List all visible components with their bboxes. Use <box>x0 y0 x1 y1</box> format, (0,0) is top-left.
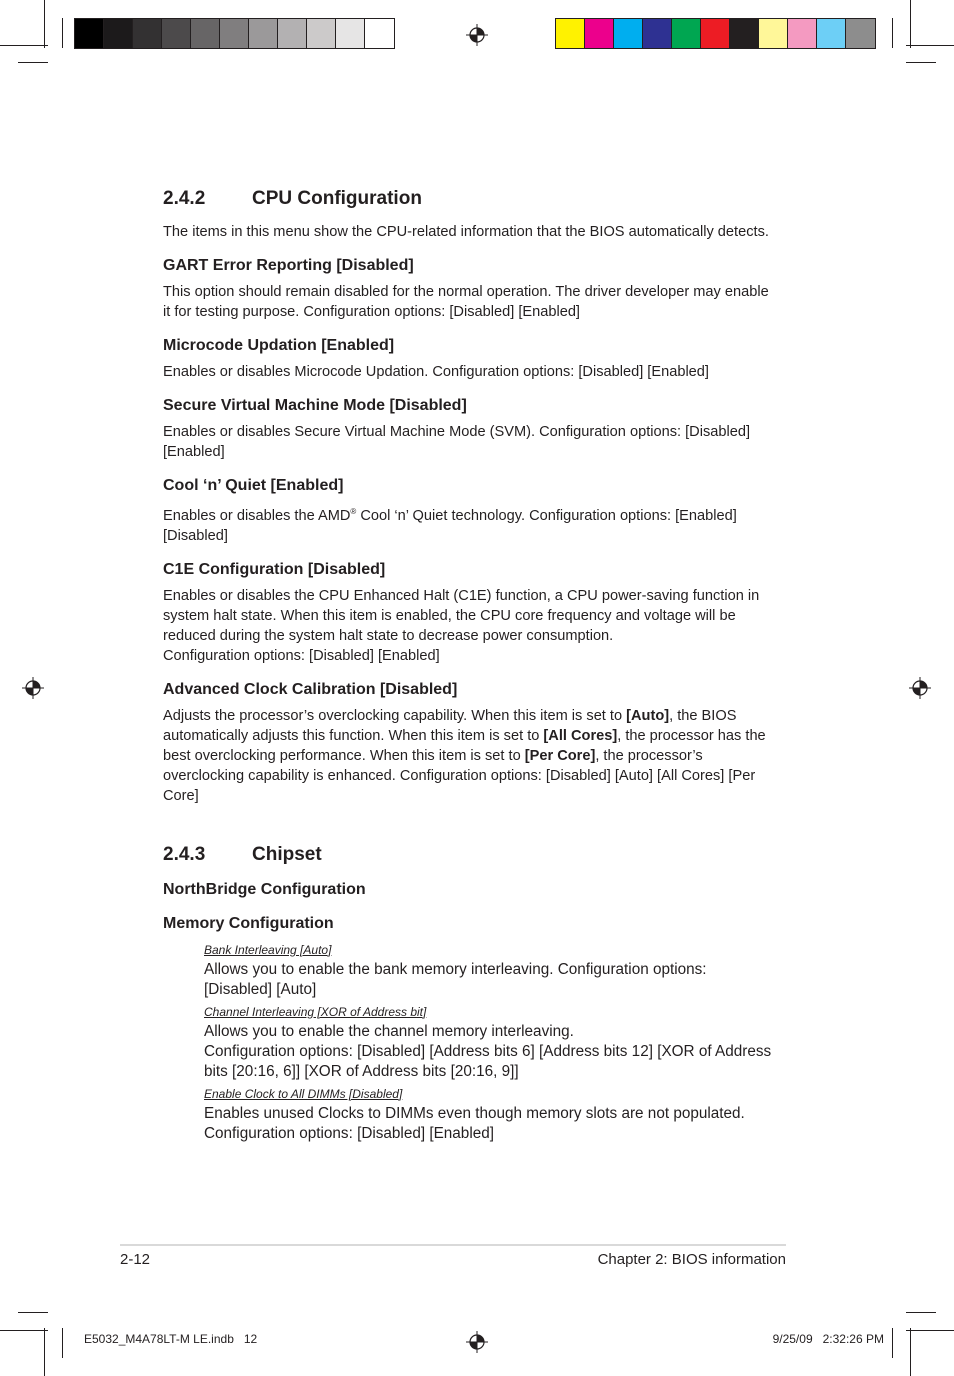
crop-mark <box>910 1328 911 1376</box>
process-color-bar <box>555 18 876 49</box>
crop-mark <box>0 1330 48 1331</box>
crop-mark <box>892 18 893 48</box>
item-heading-gart: GART Error Reporting [Disabled] <box>163 257 414 274</box>
subitem-text: Allows you to enable the channel memory interleaving. <box>204 1022 574 1040</box>
item-heading-svm: Secure Virtual Machine Mode [Disabled] <box>163 397 467 414</box>
text-part: , the processor has the best overclocking performance. When this item is set to <box>163 727 766 764</box>
crop-mark <box>18 1312 48 1313</box>
item-heading-acc: Advanced Clock Calibration [Disabled] <box>163 680 458 698</box>
color-swatch <box>191 19 220 48</box>
text-part: , the BIOS automatically adjusts this function. When this item is set to <box>163 707 737 744</box>
subitem-text: Enables unused Clocks to DIMMs even though memory slots are not populated. <box>204 1104 745 1122</box>
section-heading-cpu <box>163 186 773 212</box>
section-intro: The items in this menu show the CPU-related information that the BIOS automatically detects. <box>163 224 769 240</box>
subitem-label: Channel Interleaving [XOR of Address bit] <box>204 1004 427 1019</box>
color-swatch <box>846 19 875 48</box>
section-title: CPU Configuration <box>252 188 422 209</box>
crop-mark <box>906 62 936 63</box>
crop-mark <box>892 1328 893 1358</box>
section-number: 2.4.2 <box>163 188 206 209</box>
option-per-core: [Per Core] <box>524 747 596 764</box>
color-swatch <box>643 19 672 48</box>
color-swatch <box>278 19 307 48</box>
color-swatch <box>788 19 817 48</box>
color-swatch <box>75 19 104 48</box>
item-text-acc <box>163 706 773 806</box>
item-heading-c1e: C1E Configuration [Disabled] <box>163 560 386 578</box>
color-swatch <box>701 19 730 48</box>
crop-mark <box>44 0 45 48</box>
subitem-text: Configuration options: [Disabled] [Address bits 6] [Address bits 12] [XOR of Address bits [20:16, 6]] [XOR of Address bits [20:16, 9]] <box>204 1042 772 1080</box>
memory-heading: Memory Configuration <box>163 914 334 932</box>
subitem-label: Enable Clock to All DIMMs [Disabled] <box>204 1086 403 1101</box>
option-auto: [Auto] <box>626 707 670 724</box>
color-swatch <box>365 19 394 48</box>
text-part: Cool ‘n’ Quiet technology. Configuration options: [Enabled] [Disabled] <box>163 507 737 544</box>
item-heading-cool-n-quiet: Cool ‘n’ Quiet [Enabled] <box>163 477 344 494</box>
subitem-label: Bank Interleaving [Auto] <box>204 942 332 957</box>
color-swatch <box>730 19 759 48</box>
subitem-text: Configuration options: [Disabled] [Enabled] <box>204 1124 494 1142</box>
item-options-c1e: Configuration options: [Disabled] [Enabled] <box>163 647 440 664</box>
item-text-microcode: Enables or disables Microcode Updation. Configuration options: [Disabled] [Enabled] <box>163 364 709 380</box>
option-all-cores: [All Cores] <box>543 727 618 744</box>
color-swatch <box>307 19 336 48</box>
color-swatch <box>817 19 846 48</box>
color-swatch <box>133 19 162 48</box>
section-title: Chipset <box>252 843 322 865</box>
item-text-gart: This option should remain disabled for the normal operation. The driver developer may enable it for testing purpose. Configuration options: [Disabled] [Enabled] <box>163 284 769 320</box>
color-swatch <box>162 19 191 48</box>
color-swatch <box>104 19 133 48</box>
footer-divider <box>120 1244 786 1246</box>
color-swatch <box>759 19 788 48</box>
memory-subitems <box>204 940 773 1144</box>
item-text-c1e: Enables or disables the CPU Enhanced Halt (C1E) function, a CPU power-saving function in system halt state. When this item is enabled, the CPU core frequency and voltage will be reduced during the system halt state to decrease power consumption. <box>163 587 760 644</box>
crop-mark <box>62 18 63 48</box>
registration-mark-icon <box>22 677 44 699</box>
grayscale-color-bar <box>74 18 395 49</box>
item-text-svm: Enables or disables Secure Virtual Machine Mode (SVM). Configuration options: [Disabled] [Enabled] <box>163 424 751 460</box>
registration-mark-icon <box>909 677 931 699</box>
color-swatch <box>249 19 278 48</box>
item-heading-microcode: Microcode Updation [Enabled] <box>163 337 395 354</box>
registration-mark-icon <box>466 24 488 46</box>
section-heading-chipset <box>163 842 773 868</box>
crop-mark <box>906 1330 954 1331</box>
section-number: 2.4.3 <box>163 843 206 865</box>
crop-mark <box>0 45 48 46</box>
registered-mark: ® <box>350 507 357 516</box>
crop-mark <box>910 0 911 48</box>
registration-mark-icon <box>466 1331 488 1353</box>
crop-mark <box>62 1328 63 1358</box>
subitem-text: Allows you to enable the bank memory interleaving. Configuration options: [Disabled] [Auto] <box>204 960 707 998</box>
text-part: Enables or disables the AMD <box>163 507 351 524</box>
color-swatch <box>585 19 614 48</box>
northbridge-heading: NorthBridge Configuration <box>163 880 366 898</box>
color-swatch <box>614 19 643 48</box>
page-number: 2-12 <box>120 1251 151 1268</box>
color-swatch <box>556 19 585 48</box>
page-content <box>163 186 773 1144</box>
color-swatch <box>672 19 701 48</box>
crop-mark <box>18 62 48 63</box>
color-swatch <box>336 19 365 48</box>
color-swatch <box>220 19 249 48</box>
crop-mark <box>44 1328 45 1376</box>
item-text-cool-n-quiet <box>163 502 773 546</box>
chapter-title: Chapter 2: BIOS information <box>597 1251 786 1268</box>
crop-mark <box>906 1312 936 1313</box>
text-part: Adjusts the processor’s overclocking capability. When this item is set to <box>163 707 627 724</box>
crop-mark <box>906 45 954 46</box>
timestamp-slug: 9/25/09 2:32:26 PM <box>772 1332 884 1346</box>
text-part: , the processor’s overclocking capability is enhanced. Configuration options: [Disabled] [Auto] [All Cores] [Per Core] <box>163 747 756 804</box>
file-slug: E5032_M4A78LT-M LE.indb 12 <box>84 1332 258 1346</box>
